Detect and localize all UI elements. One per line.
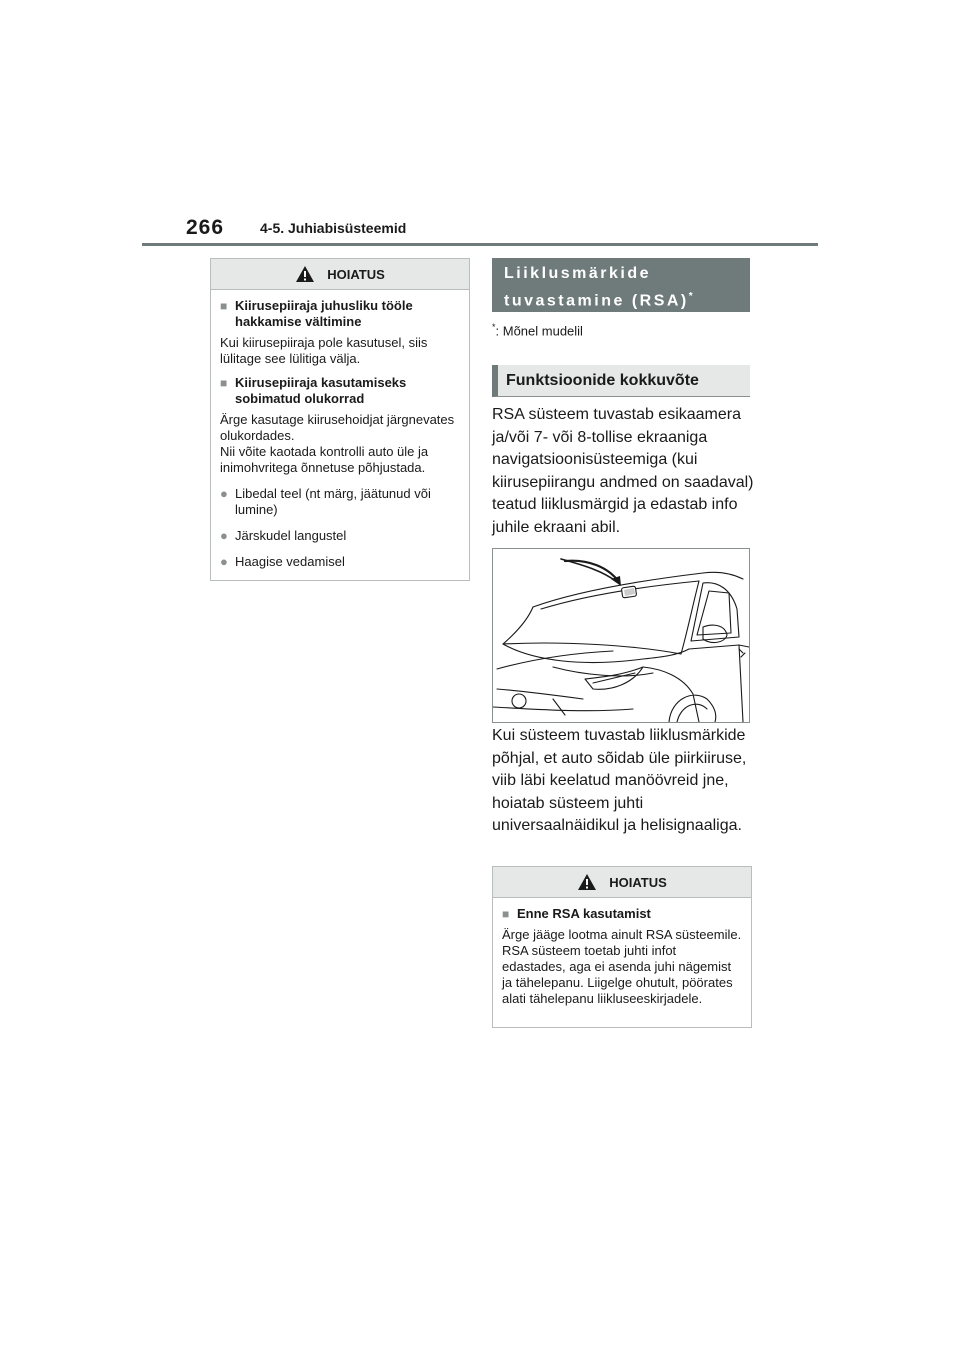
list-item: ● Libedal teel (nt märg, jäätunud või lumine): [220, 486, 431, 517]
warning-triangle-icon: [577, 873, 597, 891]
warning-box-body: [493, 898, 751, 1015]
warning-item-title: ■ Enne RSA kasutamist: [502, 906, 651, 921]
warning-box-body: [211, 290, 469, 578]
list-item: ● Järskudel langustel: [220, 528, 347, 543]
warning-box-header: [211, 259, 469, 290]
square-bullet-icon: ■: [220, 299, 228, 313]
warning-title: HOIATUS: [327, 266, 385, 282]
car-camera-illustration: [492, 548, 750, 723]
section-title-banner: Liiklusmärkide tuvastamine (RSA)*: [492, 258, 750, 312]
warning-title: HOIATUS: [609, 874, 667, 890]
warning-item-title: ■ Kiirusepiiraja kasutamiseks sobimatud olukorrad: [220, 375, 407, 406]
square-bullet-icon: ■: [220, 376, 228, 390]
car-front-illustration: [493, 549, 749, 722]
warning-item-text: Kui kiirusepiiraja pole kasutusel, siis lülitage see lülitiga välja.: [220, 335, 428, 366]
warning-triangle-icon: [295, 265, 315, 283]
page-number: 266: [186, 216, 225, 239]
subsection-heading: Funktsioonide kokkuvõte: [492, 365, 750, 397]
warning-box-rsa: [492, 866, 752, 1028]
warning-item-text: Ärge jääge lootma ainult RSA süsteemile. RSA süsteem toetab juhti infot edastades, aga ei asenda juhi nägemist ja tähelepanu. Liigelge ohutult, pöörates alati tähelepanu liikluseeskirjadele.: [502, 927, 742, 1006]
warning-box-header: [493, 867, 751, 898]
circle-bullet-icon: ●: [220, 528, 228, 543]
body-paragraph: Kui süsteem tuvastab liiklusmärkide põhjal, et auto sõidab üle piirkiiruse, viib läbi keelatud manöövreid jne, hoiatab süsteem juhti universaalnäidikul ja helisignaaliga.: [492, 727, 747, 834]
list-item: ● Haagise vedamisel: [220, 554, 345, 569]
body-paragraph: RSA süsteem tuvastab esikaamera ja/või 7- või 8-tollise ekraaniga navigatsioonisüsteemiga (kui kiirusepiirangu andmed on saadaval) teatud liiklusmärgid ja edastab info juhile ekraani abil.: [492, 406, 754, 536]
footnote: *: Mõnel mudelil: [492, 322, 583, 339]
circle-bullet-icon: ●: [220, 554, 228, 569]
section-heading: 4-5. Juhiabisüsteemid: [260, 220, 407, 236]
warning-item-text: Ärge kasutage kiirusehoidjat järgnevates olukordades. Nii võite kaotada kontrolli auto üle ja inimohvritega õnnetuse põhjustada.: [220, 412, 455, 475]
square-bullet-icon: ■: [502, 907, 510, 921]
warning-box-speed-limiter: [210, 258, 470, 581]
warning-item-title: ■ Kiirusepiiraja juhusliku tööle hakkamise vältimine: [220, 298, 413, 329]
header-divider: [142, 243, 818, 246]
circle-bullet-icon: ●: [220, 486, 228, 501]
